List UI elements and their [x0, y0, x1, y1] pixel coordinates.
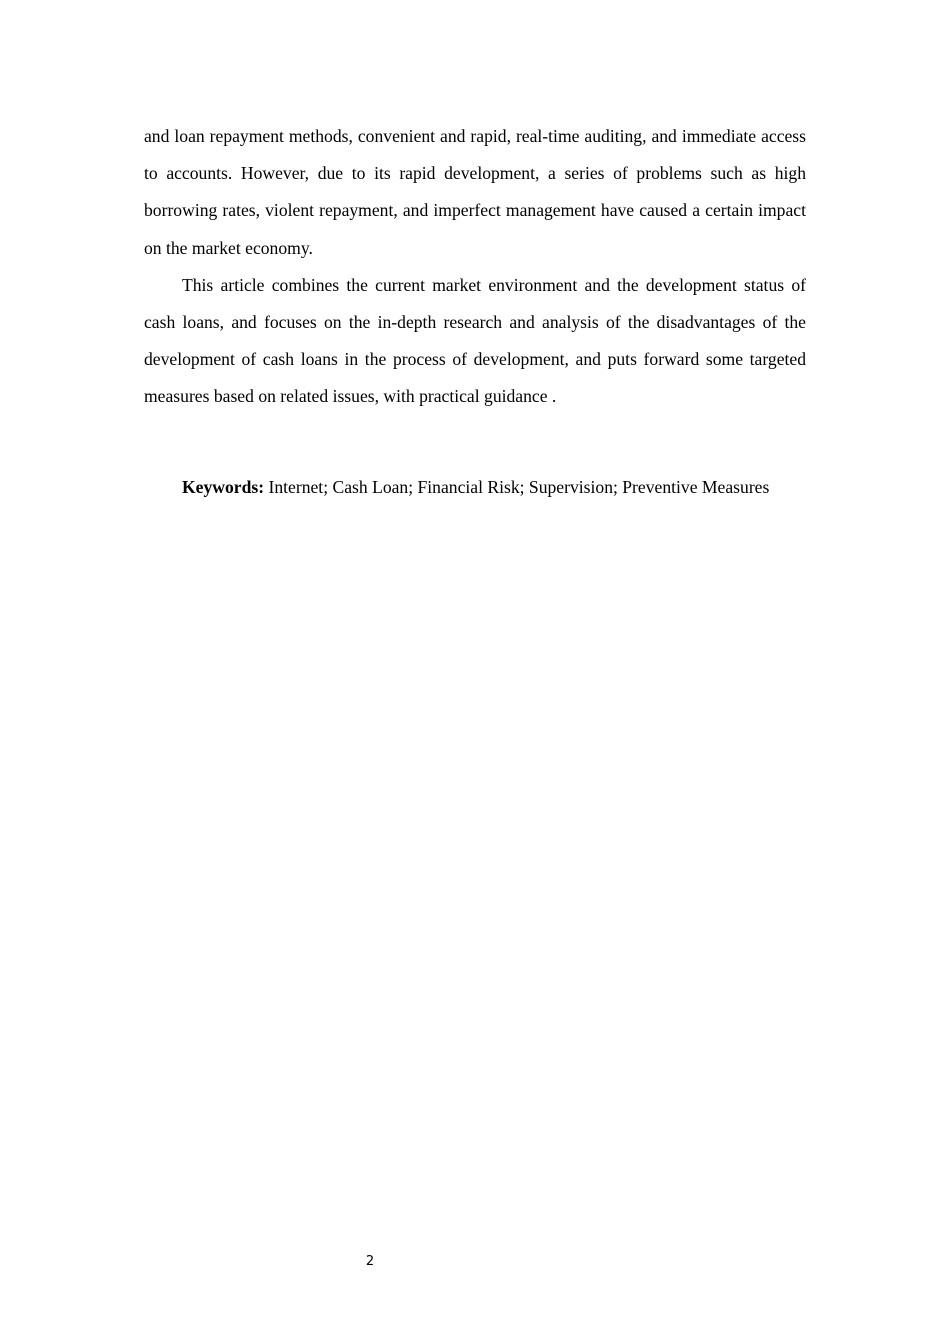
keywords-list: Internet; Cash Loan; Financial Risk; Supervision; Preventive Measures — [264, 477, 770, 497]
abstract-paragraph-continued: and loan repayment methods, convenient and rapid, real-time auditing, and immediate access to accounts. However, due to its rapid development, a series of problems such as high borrowing rates, violent repayment, and imperfect management have caused a certain impact on the market economy. — [144, 126, 806, 258]
abstract-paragraph: This article combines the current market environment and the development status of cash loans, and focuses on the in-depth research and analysis of the disadvantages of the development of cash loans in the process of development, and puts forward some targeted measures based on related issues, with practical guidance . — [144, 274, 806, 407]
keywords-line — [144, 475, 806, 500]
page-number: 2 — [365, 1254, 375, 1269]
keywords-label: Keywords: — [182, 477, 265, 497]
abstract-body — [144, 118, 806, 416]
